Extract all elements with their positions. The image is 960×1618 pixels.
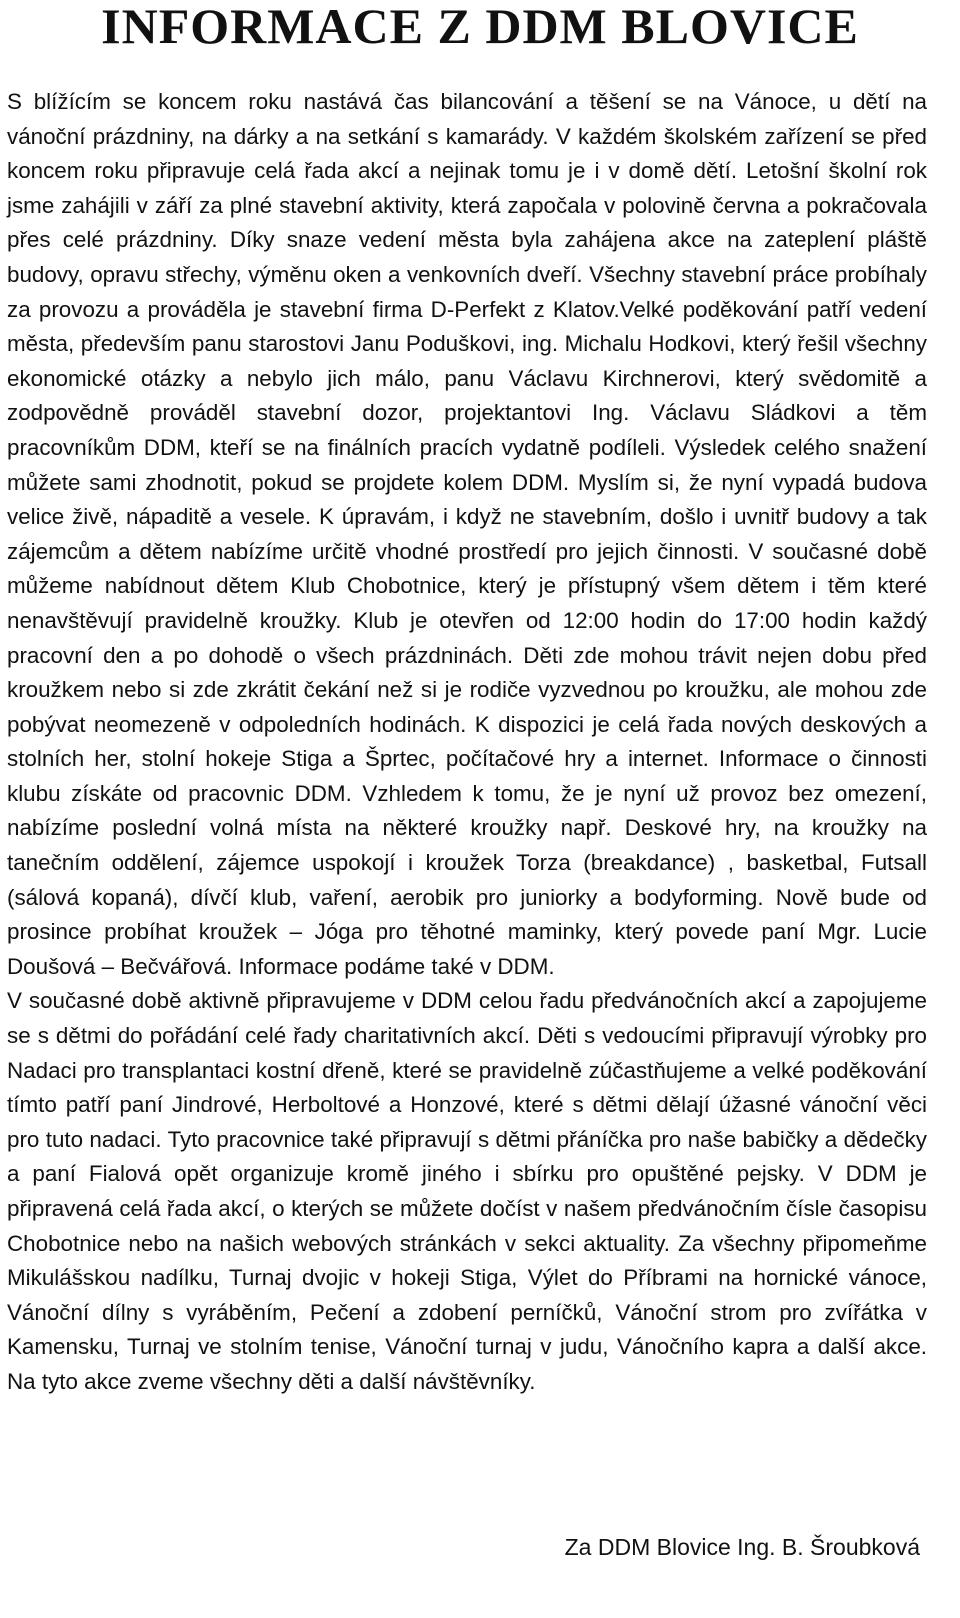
paragraph-2: V současné době aktivně připravujeme v DDM celou řadu předvánočních akcí a zapojujeme se s dětmi do pořádání celé řady charitativních akcí. Děti s vedoucími připravují výrobky pro Nadaci pro transplantaci kostní dřeně, které se pravidelně zúčastňujeme a velké poděkování tímto patří paní Jindrové, Herboltové a Honzové, které s dětmi dělají úžasné vánoční věci pro tuto nadaci. Tyto pracovnice také připravují s dětmi přáníčka pro naše babičky a dědečky a paní Fialová opět organizuje kromě jiného i sbírku pro opuštěné pejsky. V DDM je připravená celá řada akcí, o kterých se můžete dočíst v našem předvánočním čísle časopisu Chobotnice nebo na našich webových stránkách v sekci aktuality. Za všechny připomeňme Mikulášskou nadílku, Turnaj dvojic v hokeji Stiga, Výlet do Příbrami na hornické vánoce, Vánoční dílny s vyráběním, Pečení a zdobení perníčků, Vánoční strom pro zvířátka v Kamensku, Turnaj ve stolním tenise, Vánoční turnaj v judu, Vánočního kapra a další akce. Na tyto akce zveme všechny děti a další návštěvníky.	[7, 988, 927, 1394]
document-title: INFORMACE Z DDM BLOVICE	[101, 0, 859, 54]
article-body	[7, 85, 927, 1400]
paragraph-1: S blížícím se koncem roku nastává čas bilancování a těšení se na Vánoce, u dětí na vánoční prázdniny, na dárky a na setkání s kamarády. V každém školském zařízení se před koncem roku připravuje celá řada akcí a nejinak tomu je i v domě dětí. Letošní školní rok jsme zahájili v září za plné stavební aktivity, která započala v polovině června a pokračovala přes celé prázdniny. Díky snaze vedení města byla zahájena akce na zateplení pláště budovy, opravu střechy, výměnu oken a venkovních dveří. Všechny stavební práce probíhaly za provozu a prováděla je stavební firma D-Perfekt z Klatov.Velké poděkování patří vedení města, především panu starostovi Janu Poduškovi, ing. Michalu Hodkovi, který řešil všechny ekonomické otázky a nebylo jich málo, panu Václavu Kirchnerovi, který svědomitě a zodpovědně prováděl stavební dozor, projektantovi Ing. Václavu Sládkovi a těm pracovníkům DDM, kteří se na finálních pracích vydatně podíleli. Výsledek celého snažení můžete sami zhodnotit, pokud se projdete kolem DDM. Myslím si, že nyní vypadá budova velice živě, nápaditě a vesele. K úpravám, i když ne stavebním, došlo i uvnitř budovy a tak zájemcům a dětem nabízíme určitě vhodné prostředí pro jejich činnosti. V současné době můžeme nabídnout dětem Klub Chobotnice, který je přístupný všem dětem i těm které nenavštěvují pravidelně kroužky. Klub je otevřen od 12:00 hodin do 17:00 hodin každý pracovní den a po dohodě o všech prázdninách. Děti zde mohou trávit nejen dobu před kroužkem nebo si zde zkrátit čekání než si je rodiče vyzvednou po kroužku, ale mohou zde pobývat neomezeně v odpoledních hodinách. K dispozici je celá řada nových deskových a stolních her, stolní hokeje Stiga a Šprtec, počítačové hry a internet. Informace o činnosti klubu získáte od pracovnic DDM. Vzhledem k tomu, že je nyní už provoz bez omezení, nabízíme poslední volná místa na některé kroužky např. Deskové hry, na kroužky na tanečním oddělení, zájemce uspokojí i kroužek Torza (breakdance) , basketbal, Futsall (sálová kopaná), dívčí klub, vaření, aerobik pro juniorky a bodyforming. Nově bude od prosince probíhat kroužek – Jóga pro těhotné maminky, který povede paní Mgr. Lucie Doušová – Bečvářová. Informace podáme také v DDM.	[7, 89, 927, 979]
signature: Za DDM Blovice Ing. B. Šroubková	[564, 1534, 920, 1560]
